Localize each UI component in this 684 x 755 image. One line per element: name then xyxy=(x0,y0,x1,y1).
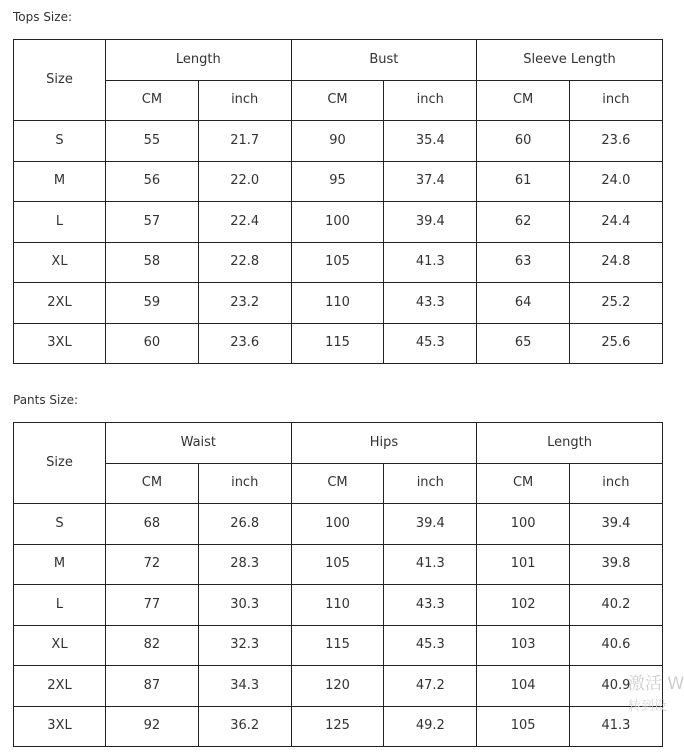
table-row xyxy=(14,706,663,747)
table-cell: 34.3 xyxy=(198,666,291,707)
table-cell: 110 xyxy=(291,283,384,324)
table-cell: 57 xyxy=(106,202,199,243)
table-cell: 28.3 xyxy=(198,544,291,585)
size-cell: S xyxy=(14,504,106,545)
table-cell: 92 xyxy=(106,706,199,747)
size-cell: M xyxy=(14,544,106,585)
unit-header-cell: CM xyxy=(291,463,384,504)
table-row xyxy=(14,625,663,666)
unit-header-cell: CM xyxy=(477,463,570,504)
bust-group-header: Bust xyxy=(291,40,477,81)
unit-header-cell: CM xyxy=(477,80,570,121)
table-cell: 104 xyxy=(477,666,570,707)
table-cell: 43.3 xyxy=(384,585,477,626)
table-cell: 90 xyxy=(291,121,384,162)
table-cell: 22.0 xyxy=(198,161,291,202)
table-cell: 72 xyxy=(106,544,199,585)
table-cell: 39.4 xyxy=(384,504,477,545)
table-cell: 41.3 xyxy=(384,242,477,283)
size-cell: M xyxy=(14,161,106,202)
table-cell: 55 xyxy=(106,121,199,162)
table-header-row xyxy=(14,40,663,81)
table-cell: 87 xyxy=(106,666,199,707)
table-row xyxy=(14,161,663,202)
table-cell: 59 xyxy=(106,283,199,324)
unit-header-cell: inch xyxy=(198,463,291,504)
table-cell: 105 xyxy=(477,706,570,747)
table-cell: 64 xyxy=(477,283,570,324)
table-row xyxy=(14,585,663,626)
unit-header-cell: inch xyxy=(569,80,662,121)
table-cell: 23.6 xyxy=(198,323,291,364)
table-cell: 30.3 xyxy=(198,585,291,626)
table-cell: 100 xyxy=(291,504,384,545)
table-unit-row xyxy=(14,463,663,504)
table-cell: 26.8 xyxy=(198,504,291,545)
table-row xyxy=(14,504,663,545)
table-cell: 43.3 xyxy=(384,283,477,324)
pants-size-title: Pants Size: xyxy=(13,393,79,407)
length-group-header: Length xyxy=(106,40,292,81)
table-cell: 25.6 xyxy=(569,323,662,364)
table-cell: 61 xyxy=(477,161,570,202)
table-cell: 45.3 xyxy=(384,625,477,666)
size-cell: XL xyxy=(14,242,106,283)
unit-header-cell: CM xyxy=(106,80,199,121)
table-cell: 23.6 xyxy=(569,121,662,162)
table-row xyxy=(14,323,663,364)
size-column-header: Size xyxy=(14,40,106,121)
table-cell: 22.4 xyxy=(198,202,291,243)
table-cell: 32.3 xyxy=(198,625,291,666)
table-cell: 68 xyxy=(106,504,199,545)
table-cell: 102 xyxy=(477,585,570,626)
table-unit-row xyxy=(14,80,663,121)
table-cell: 21.7 xyxy=(198,121,291,162)
unit-header-cell: inch xyxy=(198,80,291,121)
table-row xyxy=(14,544,663,585)
table-cell: 45.3 xyxy=(384,323,477,364)
activation-watermark-subtext: 转到设 xyxy=(628,699,668,714)
table-cell: 105 xyxy=(291,544,384,585)
sleeve-length-group-header: Sleeve Length xyxy=(477,40,663,81)
table-cell: 77 xyxy=(106,585,199,626)
table-cell: 65 xyxy=(477,323,570,364)
table-cell: 39.8 xyxy=(570,544,663,585)
table-cell: 58 xyxy=(106,242,199,283)
tops-size-table xyxy=(13,39,663,364)
table-cell: 37.4 xyxy=(384,161,477,202)
table-cell: 95 xyxy=(291,161,384,202)
size-cell: 3XL xyxy=(14,323,106,364)
table-cell: 100 xyxy=(477,504,570,545)
table-row xyxy=(14,283,663,324)
table-cell: 40.9 xyxy=(570,666,663,707)
size-column-header: Size xyxy=(14,423,106,504)
table-cell: 115 xyxy=(291,625,384,666)
table-cell: 39.4 xyxy=(570,504,663,545)
waist-group-header: Waist xyxy=(106,423,292,464)
table-cell: 39.4 xyxy=(384,202,477,243)
unit-header-cell: CM xyxy=(106,463,199,504)
table-cell: 24.8 xyxy=(569,242,662,283)
table-cell: 125 xyxy=(291,706,384,747)
table-cell: 22.8 xyxy=(198,242,291,283)
table-cell: 120 xyxy=(291,666,384,707)
table-header-row xyxy=(14,423,663,464)
table-cell: 41.3 xyxy=(384,544,477,585)
unit-header-cell: CM xyxy=(291,80,384,121)
table-cell: 60 xyxy=(106,323,199,364)
table-cell: 56 xyxy=(106,161,199,202)
size-cell: S xyxy=(14,121,106,162)
table-cell: 103 xyxy=(477,625,570,666)
unit-header-cell: inch xyxy=(384,463,477,504)
table-cell: 110 xyxy=(291,585,384,626)
size-cell: 3XL xyxy=(14,706,106,747)
table-cell: 23.2 xyxy=(198,283,291,324)
table-cell: 82 xyxy=(106,625,199,666)
table-cell: 47.2 xyxy=(384,666,477,707)
size-cell: 2XL xyxy=(14,283,106,324)
table-cell: 40.6 xyxy=(570,625,663,666)
pants-size-table xyxy=(13,422,663,747)
table-cell: 36.2 xyxy=(198,706,291,747)
table-cell: 40.2 xyxy=(570,585,663,626)
table-cell: 35.4 xyxy=(384,121,477,162)
size-cell: L xyxy=(14,585,106,626)
table-cell: 49.2 xyxy=(384,706,477,747)
unit-header-cell: inch xyxy=(570,463,663,504)
size-cell: 2XL xyxy=(14,666,106,707)
table-row xyxy=(14,202,663,243)
table-cell: 62 xyxy=(477,202,570,243)
table-row xyxy=(14,242,663,283)
length-group-header: Length xyxy=(477,423,663,464)
hips-group-header: Hips xyxy=(291,423,477,464)
table-cell: 24.0 xyxy=(569,161,662,202)
table-row xyxy=(14,121,663,162)
table-row xyxy=(14,666,663,707)
table-cell: 63 xyxy=(477,242,570,283)
table-cell: 25.2 xyxy=(569,283,662,324)
unit-header-cell: inch xyxy=(384,80,477,121)
table-cell: 101 xyxy=(477,544,570,585)
table-cell: 115 xyxy=(291,323,384,364)
table-cell: 105 xyxy=(291,242,384,283)
table-cell: 100 xyxy=(291,202,384,243)
table-cell: 24.4 xyxy=(569,202,662,243)
tops-size-title: Tops Size: xyxy=(13,10,72,24)
size-cell: L xyxy=(14,202,106,243)
activation-watermark: 激活 W xyxy=(628,674,684,694)
size-cell: XL xyxy=(14,625,106,666)
table-cell: 41.3 xyxy=(570,706,663,747)
table-cell: 60 xyxy=(477,121,570,162)
